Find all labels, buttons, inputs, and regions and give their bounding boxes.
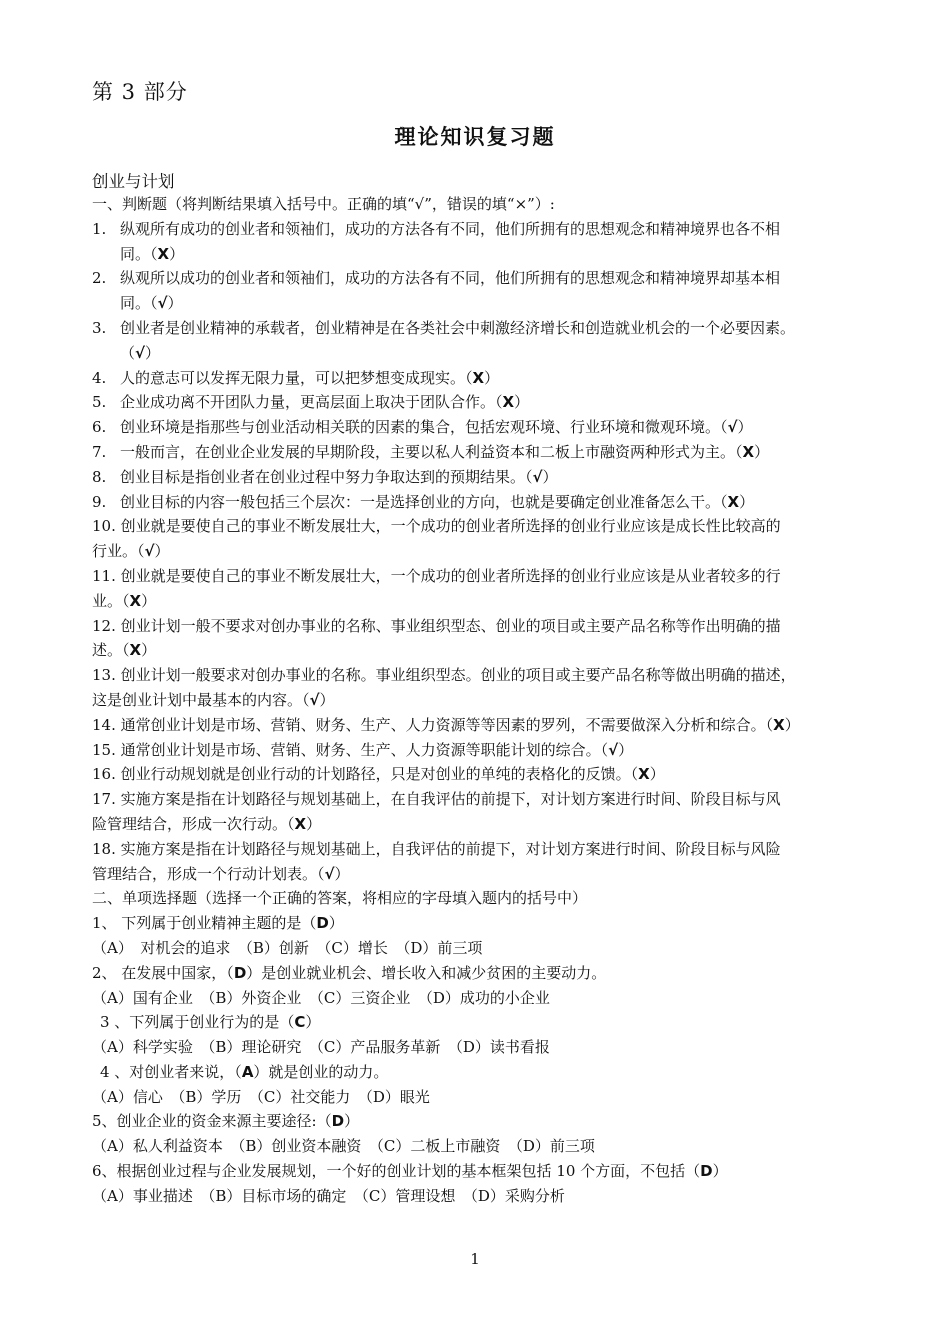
judge-question-3: 3. 创业者是创业精神的承载者，创业精神是在各类社会中刺激经济增长和创造就业机会的一个必要因素。 （√）	[92, 316, 862, 366]
question-text: 1、 下列属于创业精神主题的是（	[92, 914, 317, 933]
choice-question-1: 1、 下列属于创业精神主题的是（D） （A） 对机会的追求 （B）创新 （C）增长 （D）前三项	[92, 911, 862, 961]
question-number: 4.	[92, 368, 107, 387]
answer-mark: X	[472, 368, 485, 387]
single-choice-heading: 二、单项选择题（选择一个正确的答案，将相应的字母填入题内的括号中）	[92, 889, 588, 908]
answer-mark: √	[324, 864, 335, 883]
judge-question-15: 15. 通常创业计划是市场、营销、财务、生产、人力资源等职能计划的综合。（√）	[92, 740, 634, 759]
answer-mark: X	[773, 715, 785, 734]
judge-question-16: 16. 创业行动规划就是创业行动的计划路径，只是对创业的单纯的表格化的反馈。（X）	[92, 765, 665, 784]
answer-mark: √	[309, 690, 320, 709]
judge-question-10: 10. 创业就是要使自己的事业不断发展壮大，一个成功的创业者所选择的创业行业应该是成长性比较高的 行业。（√）	[92, 514, 862, 564]
answer-mark: D	[233, 963, 247, 982]
answer-mark: X	[129, 641, 142, 660]
page-title: 理论知识复习题	[394, 124, 556, 149]
question-text: 4 、对创业者来说，（	[100, 1062, 242, 1081]
question-text: 创业目标是指创业者在创业过程中努力争取达到的预期结果。（	[120, 467, 533, 486]
question-text: 一般而言，在创业企业发展的早期阶段，主要以私人利益资本和二板上市融资两种形式为主。（	[120, 442, 743, 461]
judge-question-9: 9. 创业目标的内容一般包括三个层次：一是选择创业的方向，也就是要确定创业准备怎么干。（X）	[92, 490, 862, 515]
question-text: 16. 创业行动规划就是创业行动的计划路径，只是对创业的单纯的表格化的反馈。（	[92, 765, 639, 784]
answer-mark: √	[135, 343, 146, 362]
judge-question-2: 2. 纵观所以成功的创业者和领袖们，成功的方法各有不同，他们所拥有的思想观念和精神境界却基本相 同。（√）	[92, 266, 862, 316]
choice-question-6: 6、根据创业过程与企业发展规划，一个好的创业计划的基本框架包括 10 个方面，不包括（D） （A）事业描述 （B）目标市场的确定 （C）管理设想 （D）采购分析	[92, 1159, 862, 1209]
answer-mark: X	[502, 393, 515, 412]
choice-question-2: 2、 在发展中国家，（D）是创业就业机会、增长收入和减少贫困的主要动力。 （A）国有企业 （B）外资企业 （C）三资企业 （D）成功的小企业	[92, 961, 862, 1011]
question-text: 企业成功离不开团队力量，更高层面上取决于团队合作。（	[120, 393, 503, 412]
question-text: 创业目标的内容一般包括三个层次：一是选择创业的方向，也就是要确定创业准备怎么干。（	[120, 492, 728, 511]
question-text-cont: 同。（	[120, 294, 158, 313]
part-label: 第 3 部分	[92, 80, 188, 104]
judge-heading: 一、判断题（将判断结果填入括号中。正确的填“√”，错误的填“×”）:	[92, 195, 555, 213]
answer-mark: X	[727, 492, 740, 511]
question-text: 纵观所有成功的创业者和领袖们，成功的方法各有不同，他们所拥有的思想观念和精神境界也各不相	[120, 219, 781, 238]
judge-question-11: 11. 创业就是要使自己的事业不断发展壮大，一个成功的创业者所选择的创业行业应该是从业者较多的行 业。（X）	[92, 564, 862, 614]
judge-question-13: 13. 创业计划一般要求对创办事业的名称。事业组织型态。创业的项目或主要产品名称等做出明确的描述， 这是创业计划中最基本的内容。（√）	[92, 663, 862, 713]
question-text: 14. 通常创业计划是市场、营销、财务、生产、人力资源等等因素的罗列，不需要做深入分析和综合。（	[92, 715, 774, 734]
choice-question-4: 4 、对创业者来说，（A）就是创业的动力。 （A）信心 （B）学历 （C）社交能力 （D）眼光	[92, 1060, 862, 1110]
question-text: 2、 在发展中国家，（	[92, 963, 234, 982]
choice-options: （A）信心 （B）学历 （C）社交能力 （D）眼光	[92, 1087, 430, 1106]
question-number: 5.	[92, 393, 107, 412]
question-text: 人的意志可以发挥无限力量，可以把梦想变成现实。（	[120, 368, 473, 387]
answer-mark: D	[316, 914, 329, 933]
question-text: 纵观所以成功的创业者和领袖们，成功的方法各有不同，他们所拥有的思想观念和精神境界却基本相	[120, 269, 781, 288]
choice-options: （A）国有企业 （B）外资企业 （C）三资企业 （D）成功的小企业	[92, 988, 550, 1007]
question-text: 3 、下列属于创业行为的是（	[100, 1013, 295, 1032]
answer-mark: C	[294, 1013, 306, 1032]
answer-mark: X	[157, 244, 170, 263]
judge-question-1: 1. 纵观所有成功的创业者和领袖们，成功的方法各有不同，他们所拥有的思想观念和精神境界也各不相 同。（X）	[92, 217, 862, 267]
question-text: 11. 创业就是要使自己的事业不断发展壮大，一个成功的创业者所选择的创业行业应该是从业者较多的行	[92, 566, 781, 585]
choice-options: （A）事业描述 （B）目标市场的确定 （C）管理设想 （D）采购分析	[92, 1186, 565, 1205]
choice-question-3: 3 、下列属于创业行为的是（C） （A）科学实验 （B）理论研究 （C）产品服务革新 （D）读书看报	[92, 1010, 862, 1060]
answer-mark: √	[727, 418, 738, 437]
question-number: 6.	[92, 418, 107, 437]
choice-options: （A） 对机会的追求 （B）创新 （C）增长 （D）前三项	[92, 938, 483, 957]
question-number: 8.	[92, 467, 107, 486]
judge-question-4: 4. 人的意志可以发挥无限力量，可以把梦想变成现实。（X）	[92, 366, 862, 391]
judge-question-12: 12. 创业计划一般不要求对创办事业的名称、事业组织型态、创业的项目或主要产品名称等作出明确的描 述。（X）	[92, 614, 862, 664]
question-text: 12. 创业计划一般不要求对创办事业的名称、事业组织型态、创业的项目或主要产品名称等作出明确的描	[92, 616, 781, 635]
answer-mark: √	[532, 467, 543, 486]
answer-mark: D	[331, 1112, 345, 1131]
answer-mark: √	[157, 294, 168, 313]
choice-question-5: 5、创业企业的资金来源主要途径:（D） （A）私人利益资本 （B）创业资本融资 （C）二板上市融资 （D）前三项	[92, 1109, 862, 1159]
question-number: 9.	[92, 492, 107, 511]
choice-options: （A）科学实验 （B）理论研究 （C）产品服务革新 （D）读书看报	[92, 1038, 550, 1057]
question-text-cont: 同。（	[120, 244, 158, 263]
question-number: 2.	[92, 269, 107, 288]
question-number: 1.	[92, 219, 107, 238]
question-text: 6、根据创业过程与企业发展规划，一个好的创业计划的基本框架包括 10 个方面，不包括（	[92, 1162, 701, 1181]
question-text: 17. 实施方案是指在计划路径与规划基础上，在自我评估的前提下，对计划方案进行时间、阶段目标与风	[92, 790, 781, 809]
judge-question-14: 14. 通常创业计划是市场、营销、财务、生产、人力资源等等因素的罗列，不需要做深入分析和综合。（X）	[92, 715, 800, 734]
answer-mark: X	[129, 591, 142, 610]
question-list	[92, 192, 862, 1209]
answer-mark: X	[742, 442, 755, 461]
question-text: 5、创业企业的资金来源主要途径:（	[92, 1112, 332, 1131]
judge-question-17: 17. 实施方案是指在计划路径与规划基础上，在自我评估的前提下，对计划方案进行时间、阶段目标与风 险管理结合，形成一次行动。（X）	[92, 787, 862, 837]
judge-question-18: 18. 实施方案是指在计划路径与规划基础上，自我评估的前提下，对计划方案进行时间、阶段目标与风险 管理结合，形成一个行动计划表。（√）	[92, 837, 862, 887]
judge-question-8: 8. 创业目标是指创业者在创业过程中努力争取达到的预期结果。（√）	[92, 465, 862, 490]
judge-question-7: 7. 一般而言，在创业企业发展的早期阶段，主要以私人利益资本和二板上市融资两种形式为主。（X）	[92, 440, 862, 465]
answer-mark: X	[638, 765, 650, 784]
answer-mark: A	[241, 1062, 254, 1081]
question-text: 创业者是创业精神的承载者，创业精神是在各类社会中刺激经济增长和创造就业机会的一个必要因素。	[120, 318, 796, 337]
answer-mark: √	[608, 740, 619, 759]
answer-mark: X	[294, 814, 307, 833]
question-text-cont: （	[120, 343, 136, 362]
question-number: 3.	[92, 318, 107, 337]
question-text: 15. 通常创业计划是市场、营销、财务、生产、人力资源等职能计划的综合。（	[92, 740, 609, 759]
question-number: 7.	[92, 442, 107, 461]
question-text: 10. 创业就是要使自己的事业不断发展壮大，一个成功的创业者所选择的创业行业应该是成长性比较高的	[92, 517, 781, 536]
question-text: 创业环境是指那些与创业活动相关联的因素的集合，包括宏观环境、行业环境和微观环境。（	[120, 418, 728, 437]
judge-question-6: 6. 创业环境是指那些与创业活动相关联的因素的集合，包括宏观环境、行业环境和微观环境。（√）	[92, 415, 862, 440]
answer-mark: D	[700, 1162, 713, 1181]
section-title: 创业与计划	[92, 172, 175, 191]
judge-question-5: 5. 企业成功离不开团队力量，更高层面上取决于团队合作。（X）	[92, 390, 862, 415]
question-text: 18. 实施方案是指在计划路径与规划基础上，自我评估的前提下，对计划方案进行时间、阶段目标与风险	[92, 839, 781, 858]
choice-options: （A）私人利益资本 （B）创业资本融资 （C）二板上市融资 （D）前三项	[92, 1137, 595, 1156]
answer-mark: √	[144, 542, 155, 561]
question-text: 13. 创业计划一般要求对创办事业的名称。事业组织型态。创业的项目或主要产品名称等做出明确的描述，	[92, 666, 796, 685]
page-number: 1	[470, 1250, 480, 1268]
